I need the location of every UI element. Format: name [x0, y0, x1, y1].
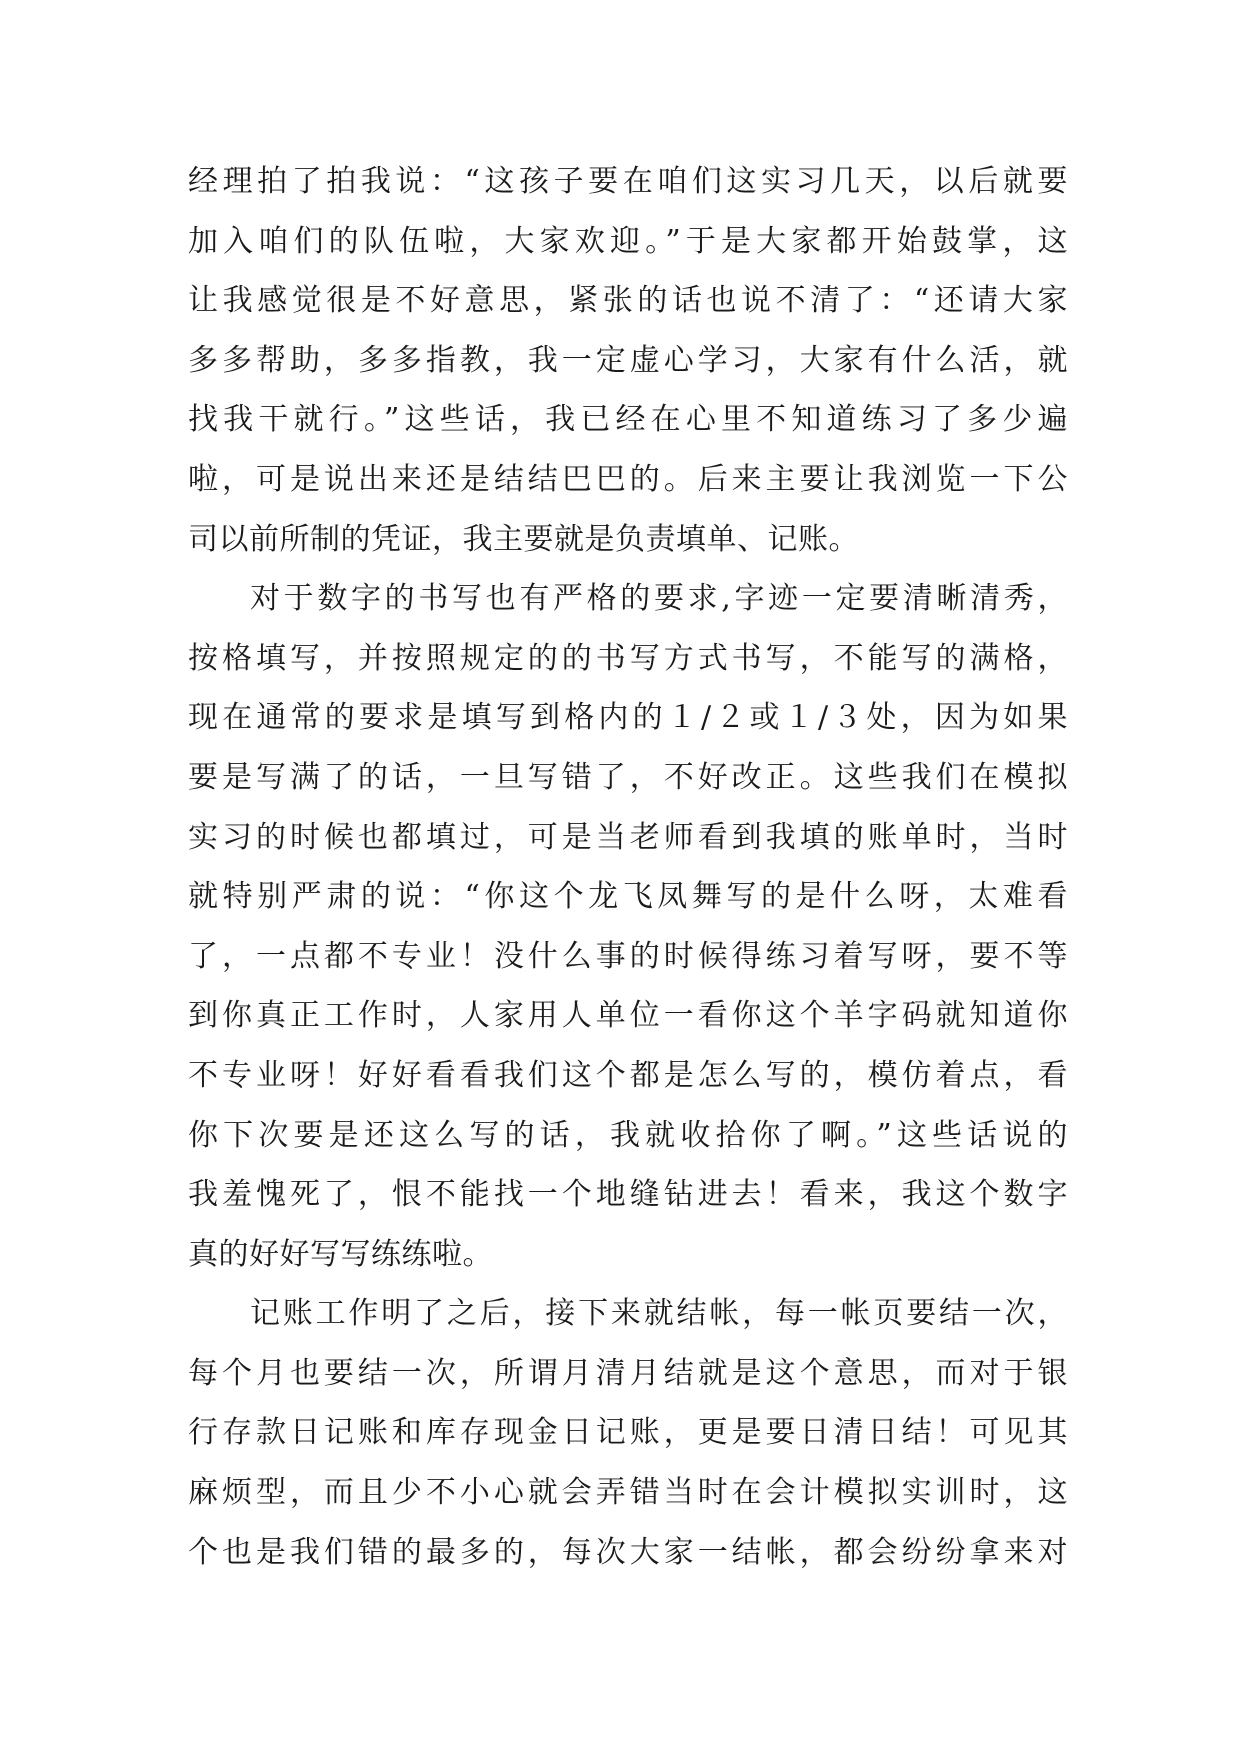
text-line: 我羞愧死了，恨不能找一个地缝钻进去！看来，我这个数字	[188, 1177, 1068, 1213]
text-line: 真的好好写写练练啦。	[188, 1236, 493, 1272]
text-line: 不专业呀！好好看看我们这个都是怎么写的，模仿着点，看	[188, 1057, 1068, 1093]
text-line: 记账工作明了之后，接下来就结帐，每一帐页要结一次，	[250, 1296, 1068, 1332]
text-line: 每个月也要结一次，所谓月清月结就是这个意思，而对于银	[188, 1355, 1068, 1391]
text-line: 个也是我们错的最多的，每次大家一结帐，都会纷纷拿来对	[188, 1534, 1068, 1570]
text-line: 要是写满了的话，一旦写错了，不好改正。这些我们在模拟	[188, 759, 1068, 795]
text-line: 对于数字的书写也有严格的要求,字迹一定要清晰清秀，	[250, 581, 1068, 617]
text-line: 了，一点都不专业！没什么事的时候得练习着写呀，要不等	[188, 938, 1068, 974]
text-line: 到你真正工作时，人家用人单位一看你这个羊字码就知道你	[188, 998, 1068, 1034]
body-text	[188, 152, 1068, 1582]
paragraph-1	[188, 152, 1068, 569]
text-line: 多多帮助，多多指教，我一定虚心学习，大家有什么活，就	[188, 342, 1068, 378]
paragraph-2	[188, 569, 1068, 1284]
text-line: 找我干就行。”这些话，我已经在心里不知道练习了多少遍	[188, 402, 1068, 438]
paragraph-3	[188, 1284, 1068, 1582]
text-line: 按格填写，并按照规定的的书写方式书写，不能写的满格，	[188, 640, 1068, 676]
text-line: 现在通常的要求是填写到格内的１/２或１/３处，因为如果	[188, 700, 1068, 736]
text-line: 经理拍了拍我说：“这孩子要在咱们这实习几天，以后就要	[188, 164, 1068, 199]
text-line: 啦，可是说出来还是结结巴巴的。后来主要让我浏览一下公	[188, 461, 1068, 497]
text-line: 你下次要是还这么写的话，我就收拾你了啊。”这些话说的	[188, 1117, 1068, 1153]
text-line: 行存款日记账和库存现金日记账，更是要日清日结！可见其	[188, 1415, 1068, 1451]
text-line: 司以前所制的凭证，我主要就是负责填单、记账。	[188, 521, 859, 557]
text-line: 让我感觉很是不好意思，紧张的话也说不清了：“还请大家	[188, 283, 1068, 319]
text-line: 加入咱们的队伍啦，大家欢迎。”于是大家都开始鼓掌，这	[188, 223, 1068, 259]
text-line: 实习的时候也都填过，可是当老师看到我填的账单时，当时	[188, 819, 1068, 855]
text-line: 就特别严肃的说：“你这个龙飞凤舞写的是什么呀，太难看	[188, 879, 1068, 915]
text-line: 麻烦型，而且少不小心就会弄错当时在会计模拟实训时，这	[188, 1475, 1068, 1511]
